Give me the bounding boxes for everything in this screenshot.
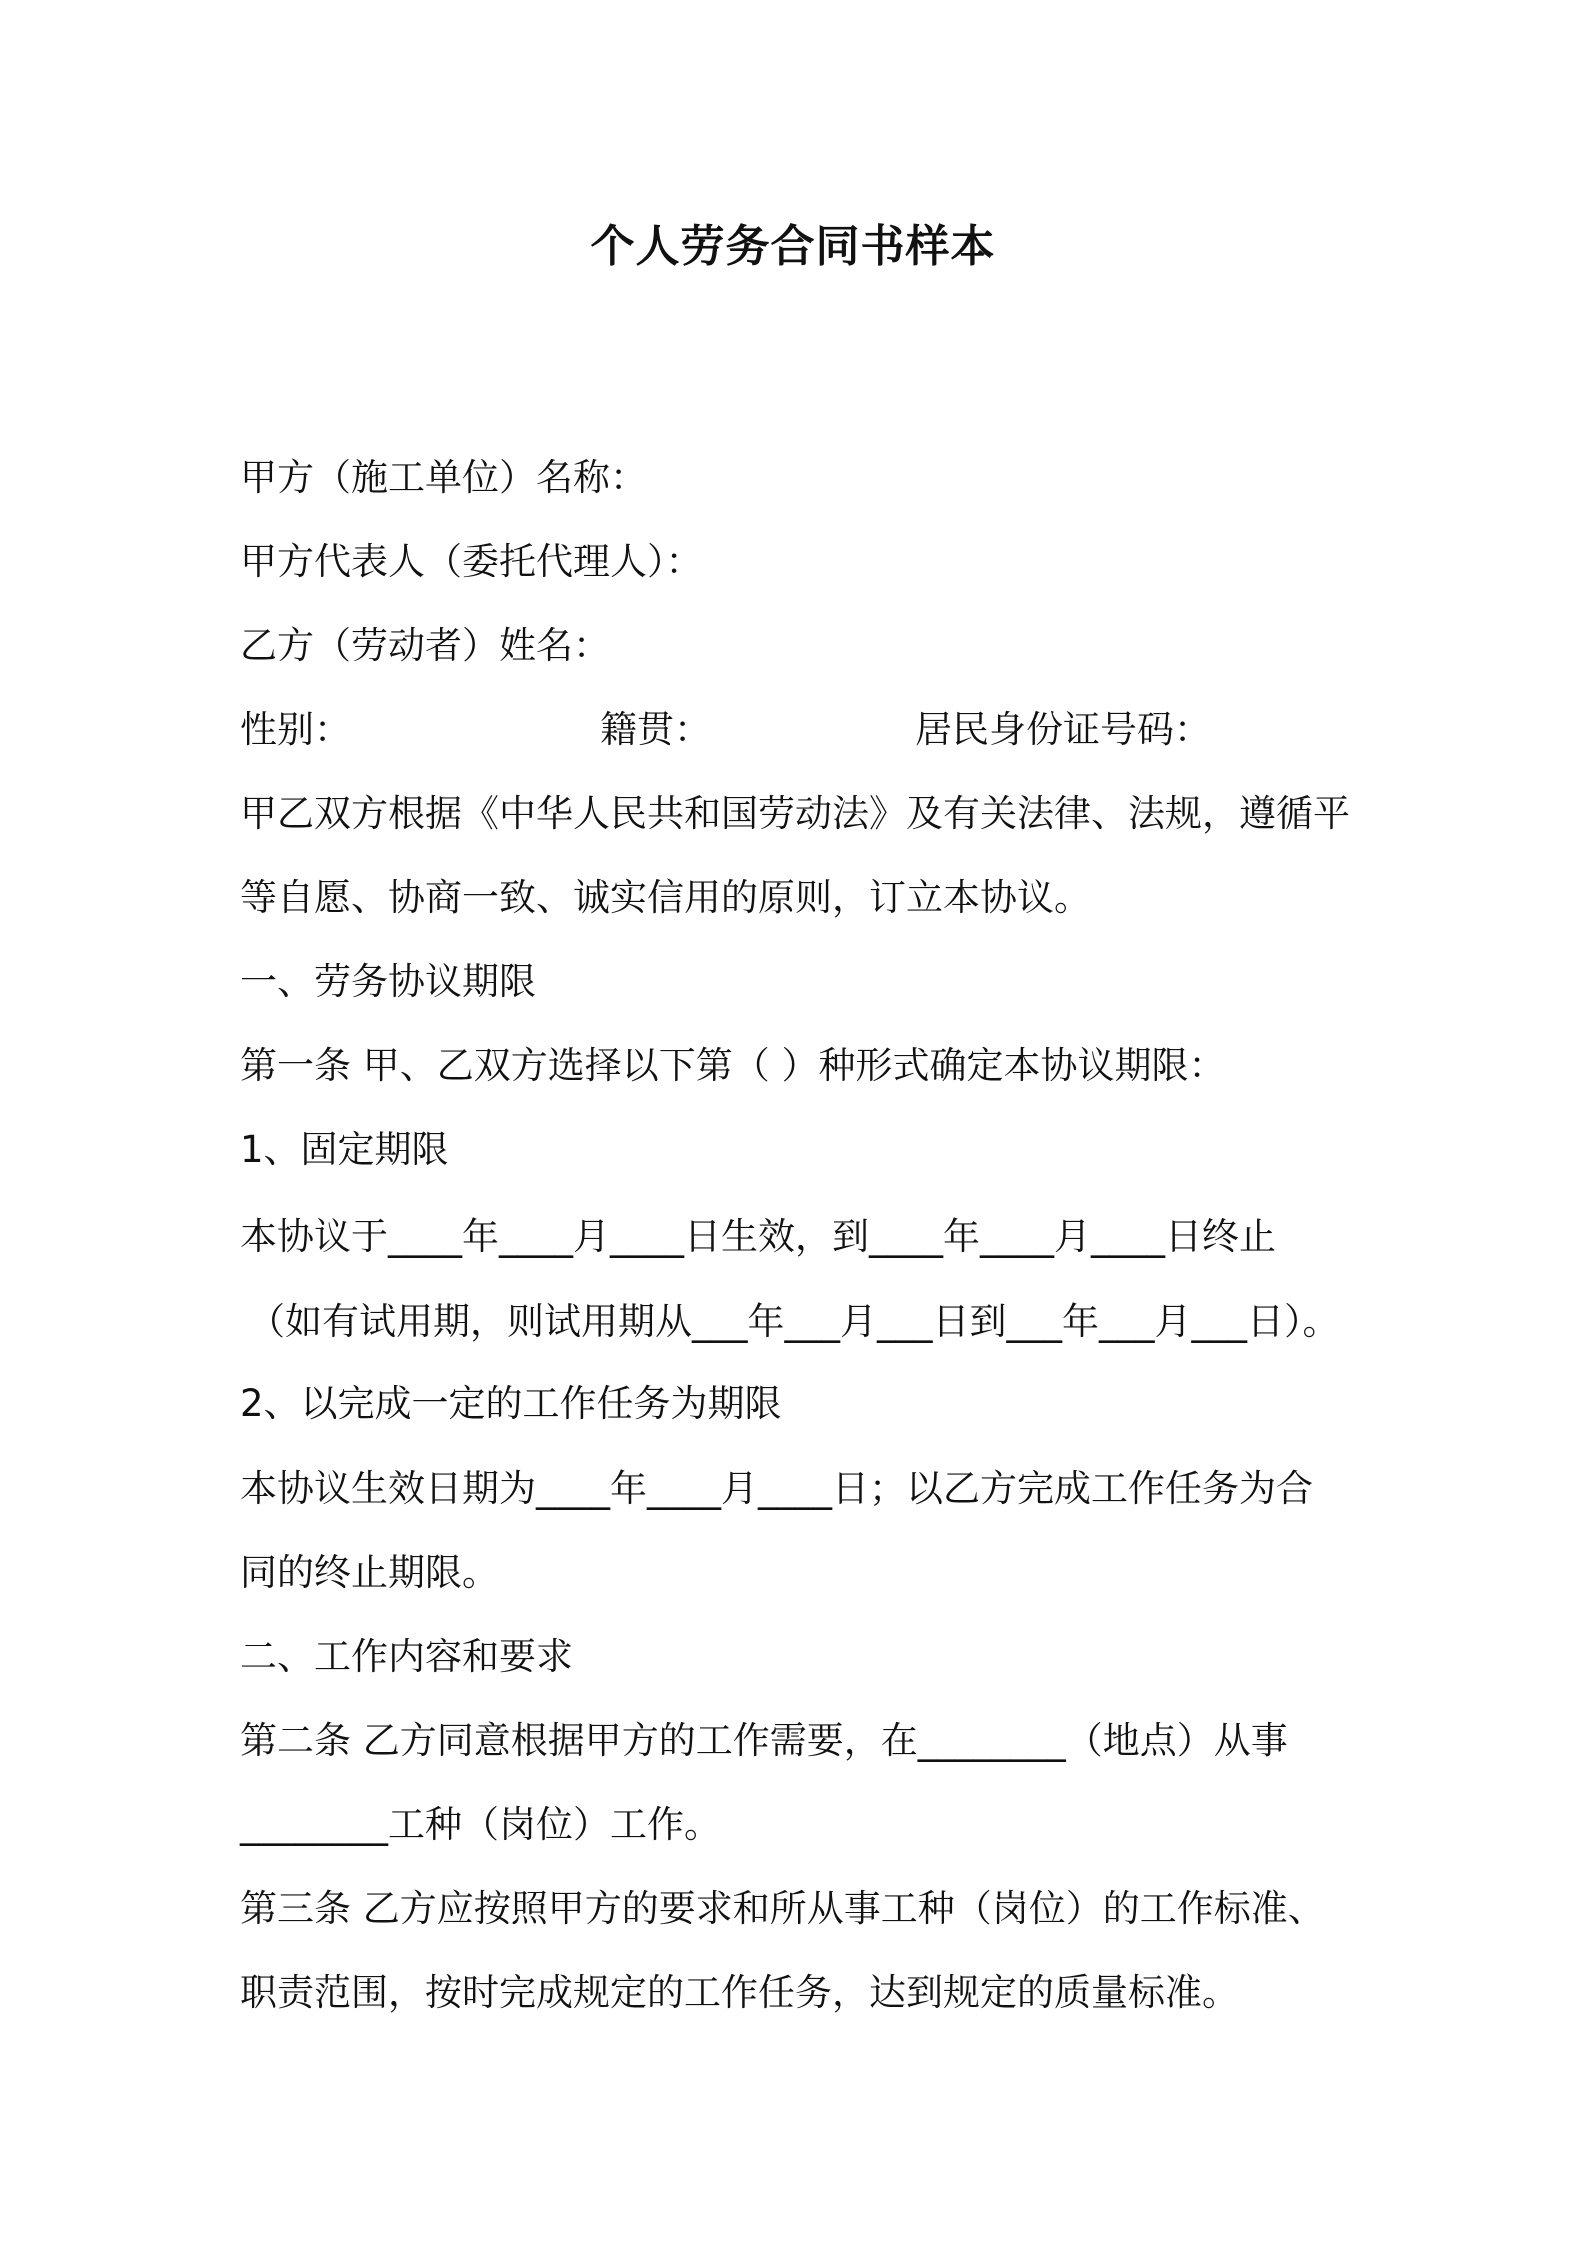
article-3-line-1: 第三条 乙方应按照甲方的要求和所从事工种（岗位）的工作标准、	[240, 1887, 1325, 1930]
option-2-line-1: 本协议生效日期为____年____月____日；以乙方完成工作任务为合	[240, 1467, 1313, 1510]
preamble-line-2: 等自愿、协商一致、诚实信用的原则，订立本协议。	[240, 876, 1091, 919]
gender-label: 性别：	[240, 708, 351, 751]
option-2-line-2: 同的终止期限。	[240, 1551, 499, 1594]
article-2-line-2: ________工种（岗位）工作。	[240, 1803, 721, 1846]
section-heading-term: 一、劳务协议期限	[240, 960, 536, 1003]
party-b-info-row	[240, 706, 1340, 754]
section-heading-work: 二、工作内容和要求	[240, 1635, 573, 1678]
probation-period-line: （如有试用期，则试用期从___年___月___日到___年___月___日）。	[248, 1300, 1340, 1343]
id-number-label: 居民身份证号码：	[915, 708, 1211, 751]
article-2-line-1: 第二条 乙方同意根据甲方的工作需要，在________（地点）从事	[240, 1719, 1288, 1762]
article-3-line-2: 职责范围，按时完成规定的工作任务，达到规定的质量标准。	[240, 1971, 1239, 2014]
document-title: 个人劳务合同书样本	[590, 221, 996, 272]
option-1-dates: 本协议于____年____月____日生效，到____年____月____日终止	[240, 1215, 1276, 1258]
preamble-line-1: 甲乙双方根据《中华人民共和国劳动法》及有关法律、法规，遵循平	[240, 792, 1350, 835]
party-b-name-line: 乙方（劳动者）姓名：	[240, 624, 610, 667]
party-a-representative-line: 甲方代表人（委托代理人）：	[240, 540, 703, 583]
party-a-name-line: 甲方（施工单位）名称：	[240, 456, 647, 499]
native-place-label: 籍贯：	[600, 708, 711, 751]
option-2-heading: 2、以完成一定的工作任务为期限	[240, 1382, 782, 1425]
article-1: 第一条 甲、乙双方选择以下第（ ）种形式确定本协议期限：	[240, 1044, 1226, 1087]
option-1-heading: 1、固定期限	[240, 1128, 449, 1171]
